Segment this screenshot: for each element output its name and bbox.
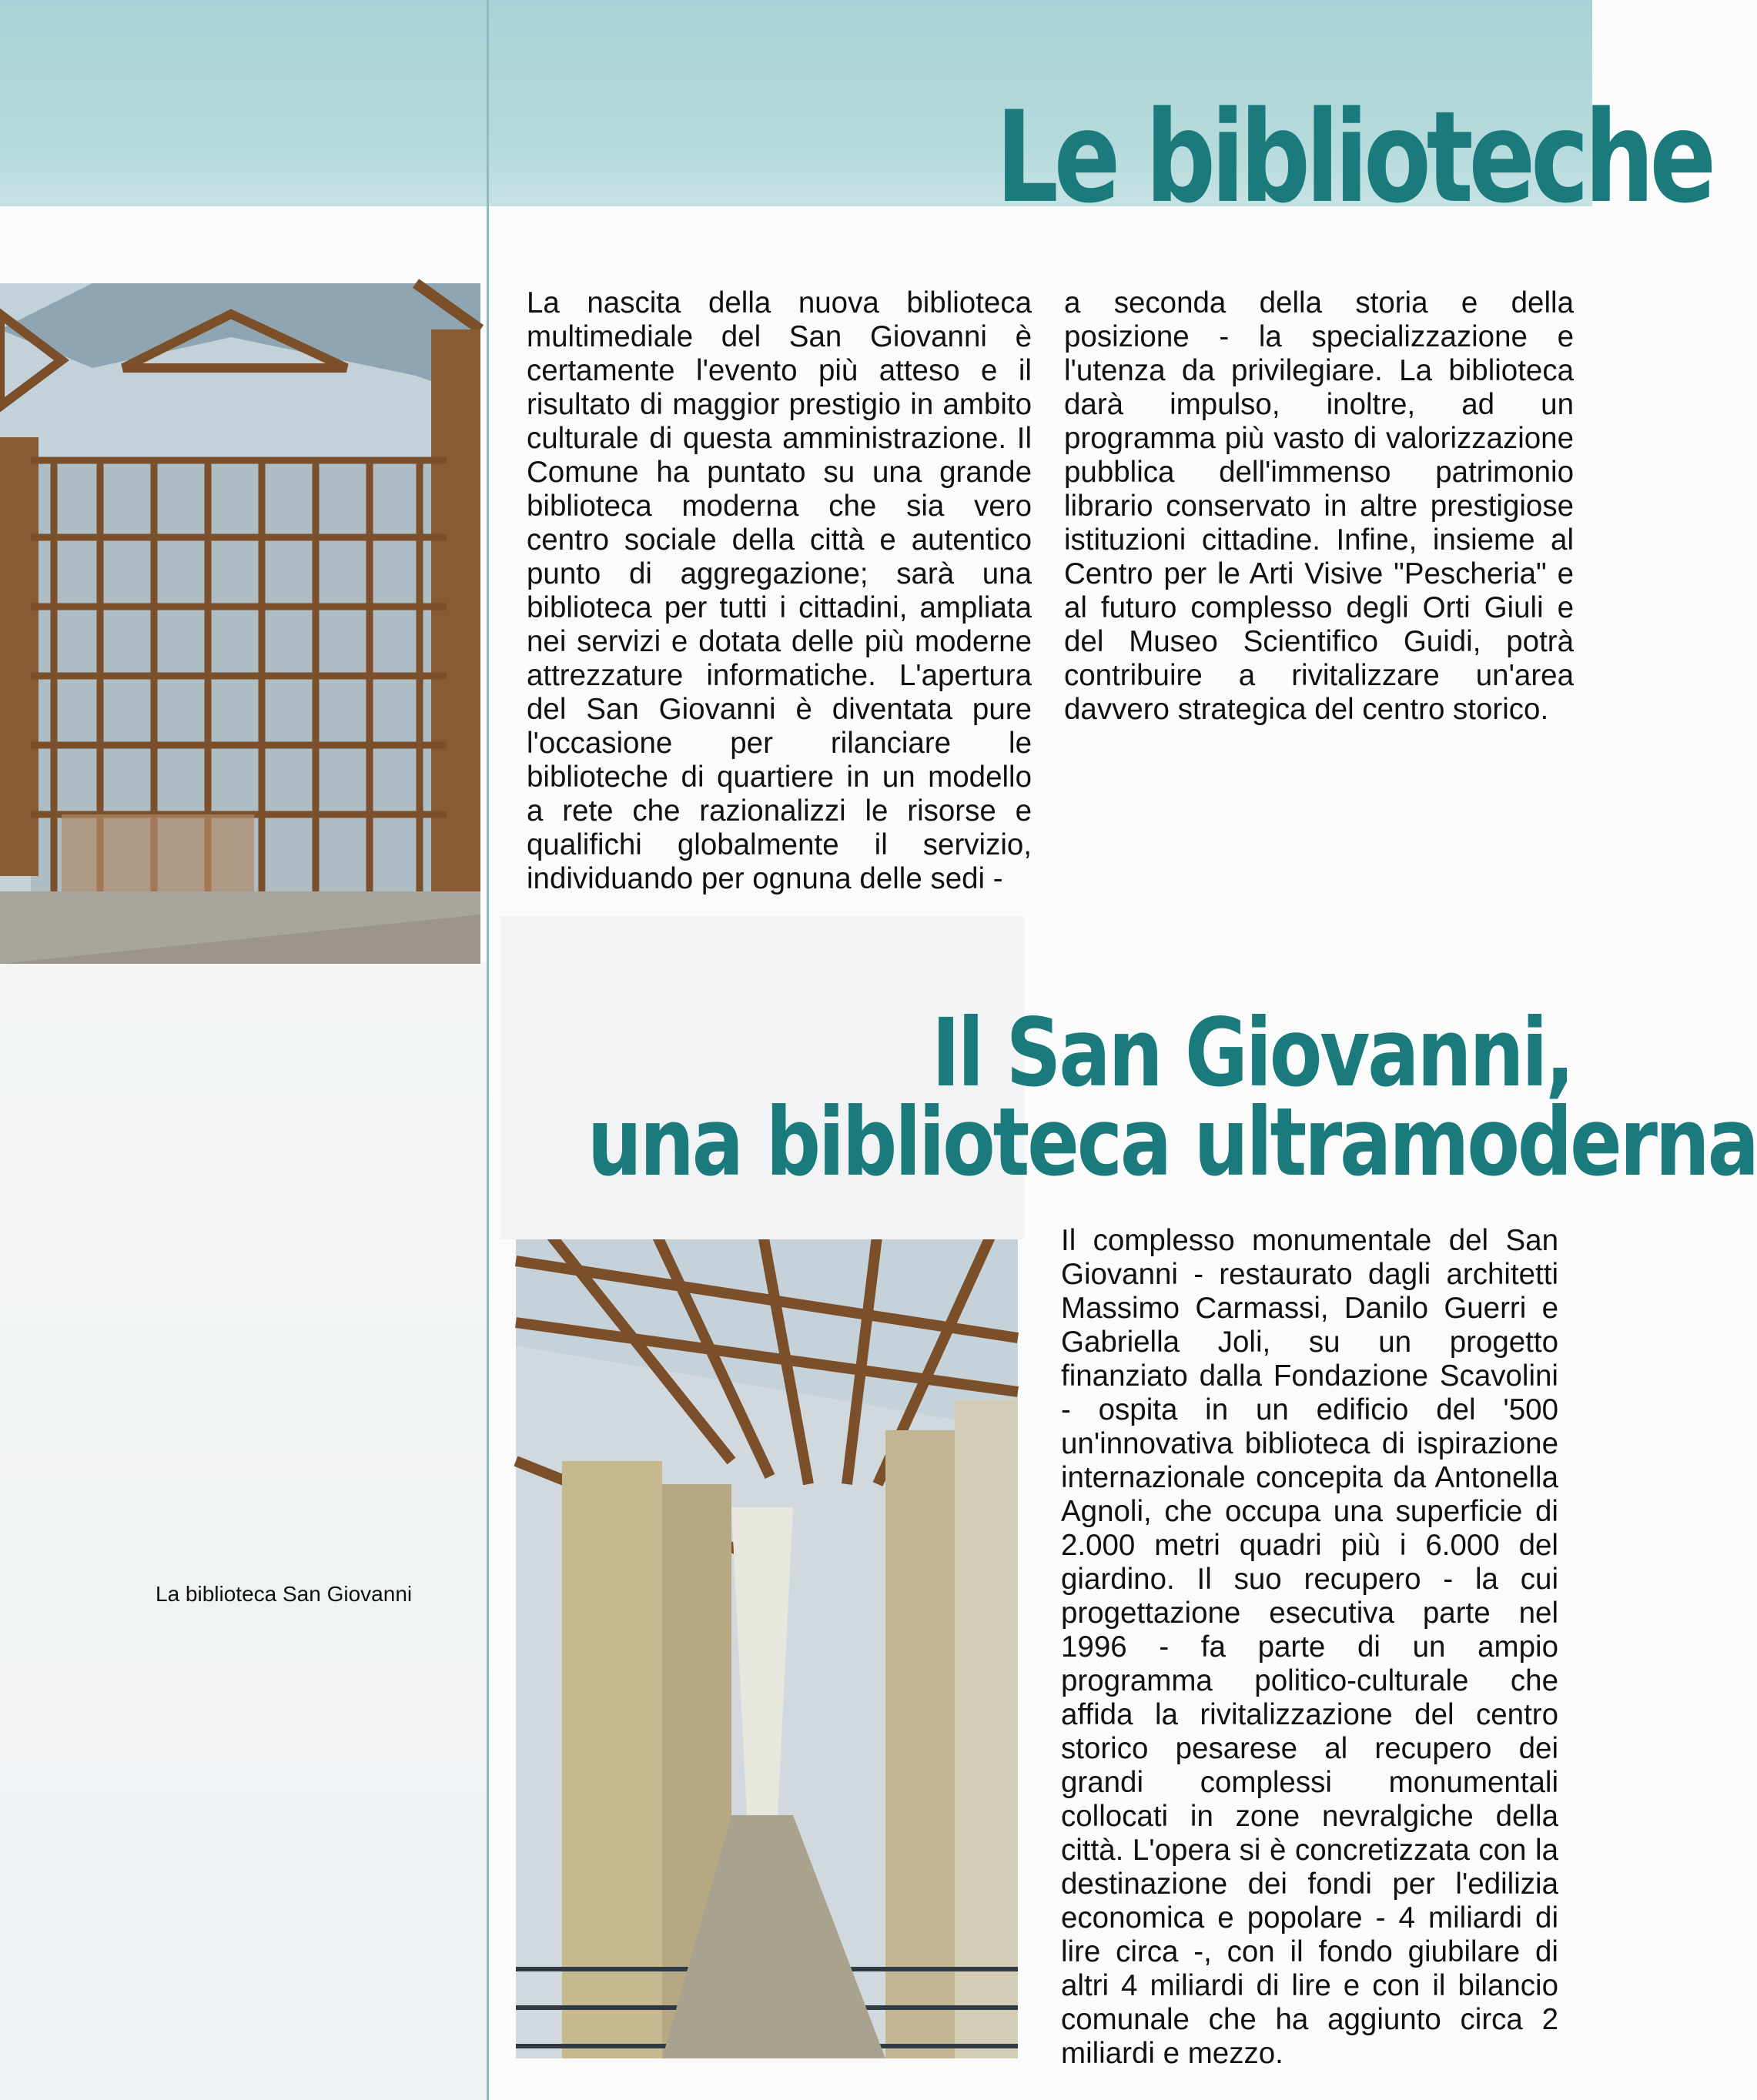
walkway-illustration xyxy=(516,1230,1018,2058)
article-column-3: Il complesso monumentale del San Giovanni - restaurato dagli architetti Massimo Carmassi, Danilo Guerri e Gabriella Joli, su un progetto finanziato dalla Fondazione Scavolini - ospita in un edificio del '500 un'innovativa biblioteca di ispirazione internazionale concepita da Antonella Agnoli, che occupa una superficie di 2.000 metri quadri più i 6.000 del giardino. Il suo recupero - la cui progettazione esecutiva parte nel 1996 - fa parte di un ampio programma politico-culturale che affida la rivitalizzazione del centro storico pesarese al recupero dei grandi complessi monumentali collocati in zone nevralgiche della città. L'opera si è concretizzata con la destinazione dei fondi per l'edilizia economica e popolare - 4 miliardi di lire circa -, con il fondo giubilare di altri 4 miliardi di lire e con il bilancio comunale che ha aggiunto circa 2 miliardi e mezzo. xyxy=(1061,1224,1558,2070)
section-title xyxy=(371,998,1757,1197)
library-walkway-photo xyxy=(516,1230,1018,2058)
article-column-1: La nascita della nuova biblioteca multimediale del San Giovanni è certamente l'evento più atteso e il risultato di maggior prestigio in ambito culturale di questa amministrazione. Il Comune ha puntato su una grande biblioteca moderna che sia vero centro sociale della città e autentico punto di aggregazione; sarà una biblioteca per tutti i cittadini, ampliata nei servizi e dotata delle più moderne attrezzature informatiche. L'apertura del San Giovanni è diventata pure l'occasione per rilanciare le biblioteche di quartiere in un modello a rete che razionalizzi le risorse e qualifichi globalmente il servizio, individuando per ognuna delle sedi - xyxy=(527,286,1032,895)
article-column-2: a seconda della storia e della posizione - la specializzazione e l'utenza da privilegiare. La biblioteca darà impulso, inoltre, ad un programma più vasto di valorizzazione pubblica dell'immenso patrimonio librario conservato in altre prestigiose istituzioni cittadine. Infine, insieme al Centro per le Arti Visive "Pescheria" e al futuro complesso degli Orti Giuli e del Museo Scientifico Guidi, potrà contribuire a rivitalizzare un'area davvero strategica del centro storico. xyxy=(1064,286,1574,726)
facade-illustration xyxy=(0,283,480,964)
page-title: Le biblioteche xyxy=(996,84,1712,231)
library-facade-photo xyxy=(0,283,480,964)
photo-caption: La biblioteca San Giovanni xyxy=(156,1582,413,1606)
section-title-line-1: Il San Giovanni, xyxy=(931,998,1572,1108)
section-title-line-2: una biblioteca ultramoderna xyxy=(587,1088,1757,1197)
